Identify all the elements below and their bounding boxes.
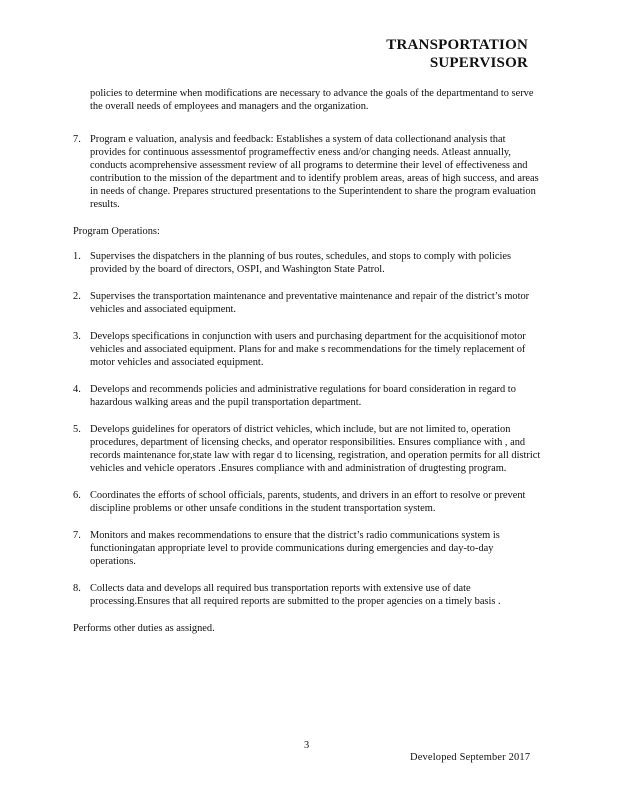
list-item xyxy=(73,330,541,369)
title-line-1: TRANSPORTATION xyxy=(386,37,528,53)
item-text: Develops and recommends policies and administrative regulations for board consideration in regard to hazardous walking areas and the pupil transportation department. xyxy=(90,384,516,408)
list-item xyxy=(73,529,541,568)
item-text: Develops guidelines for operators of district vehicles, which include, but are not limited to, operation procedures, department of licensing checks, and operator responsibilities. Ensures compliance with , and records maintenance for,state law with regar d to licensing, registration, and operation permits for all district vehicles and vehicle operators .Ensures compliance with and administration of drugtesting program. xyxy=(90,424,541,474)
item-number: 6. xyxy=(73,490,81,501)
item-number: 7. xyxy=(73,530,81,541)
item-number: 8. xyxy=(73,583,81,594)
list-item xyxy=(73,250,541,276)
item-text: Supervises the transportation maintenance and preventative maintenance and repair of the district’s motor vehicles and associated equipment. xyxy=(90,291,530,315)
item-number: 7. xyxy=(73,134,81,145)
document-body xyxy=(73,87,541,635)
list-item xyxy=(73,423,541,475)
list-item xyxy=(73,383,541,409)
closing-line: Performs other duties as assigned. xyxy=(73,623,215,634)
page-number: 3 xyxy=(304,740,310,751)
item-text: Coordinates the efforts of school officials, parents, students, and drivers in an effort to resolve or prevent discipline problems or other unsafe conditions in the student transportation system. xyxy=(90,490,526,514)
list-item xyxy=(73,290,541,316)
item-text: Supervises the dispatchers in the planning of bus routes, schedules, and stops to comply with policies provided by the board of directors, OSPI, and Washington State Patrol. xyxy=(90,251,512,275)
footer-developed-date: Developed September 2017 xyxy=(410,752,531,763)
item-text: Develops specifications in conjunction with users and purchasing department for the acquisitionof motor vehicles and associated equipment. Plans for and make s recommendations for the timely replacement of motor vehicles and associated equipment. xyxy=(90,331,526,368)
title-line-2: SUPERVISOR xyxy=(429,55,528,71)
item-number: 5. xyxy=(73,424,81,435)
item-text: Collects data and develops all required bus transportation reports with extensive use of date processing.Ensures that all required reports are submitted to the proper agencies on a timely basis . xyxy=(90,583,501,607)
item-number: 3. xyxy=(73,331,81,342)
list-item xyxy=(73,582,541,608)
item-text: Program e valuation, analysis and feedback: Establishes a system of data collectionand analysis that provides for continuous assessmentof programeffectiv eness and/or changing needs. Atleast annually, conducts acomprehensive assessment review of all programs to determine their level of effectiveness and contribution to the mission of the department and to identify problem areas, areas of high success, and areas in needs of change. Prepares structured presentations to the Superintendent to share the program evaluation results. xyxy=(90,134,539,210)
item-number: 2. xyxy=(73,291,81,302)
continuation-paragraph: policies to determine when modifications are necessary to advance the goals of the departmentand to serve the overall needs of employees and managers and the organization. xyxy=(90,88,534,112)
list-item xyxy=(73,489,541,515)
item-text: Monitors and makes recommendations to ensure that the district’s radio communications system is functioningatan appropriate level to provide communications during emergencies and day-to-day operations. xyxy=(90,530,500,567)
item-number: 1. xyxy=(73,251,81,262)
evaluation-item xyxy=(73,133,541,211)
section-heading: Program Operations: xyxy=(73,226,160,237)
document-title xyxy=(386,36,528,72)
item-number: 4. xyxy=(73,384,81,395)
